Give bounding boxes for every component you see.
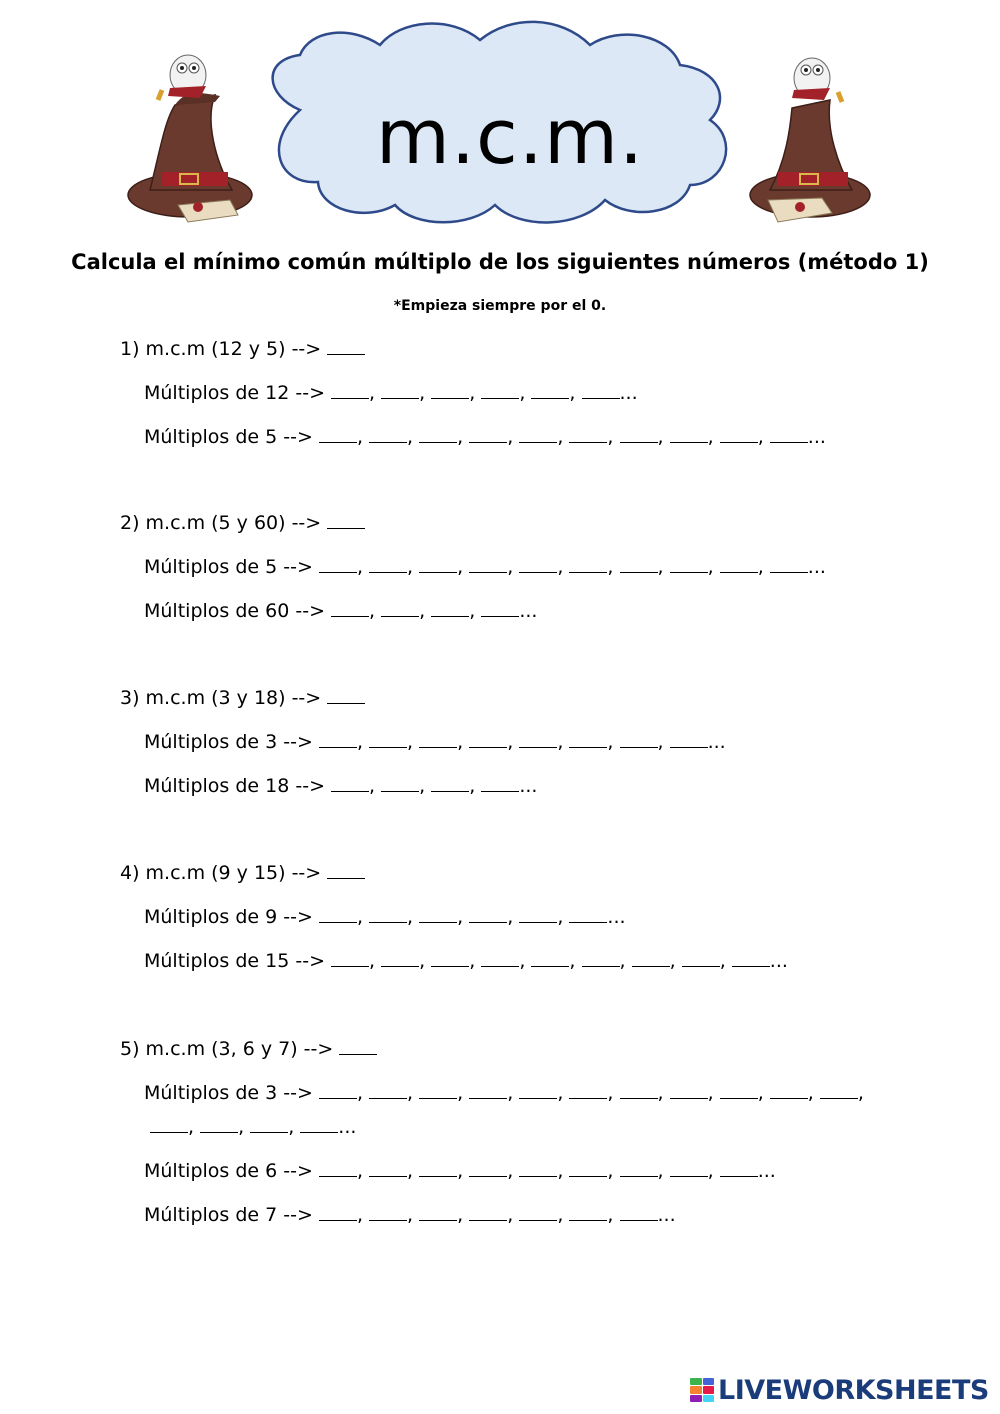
answer-blank[interactable]: [369, 426, 407, 443]
separator: ,: [288, 1116, 301, 1138]
separator: ,: [507, 906, 520, 928]
page-title: m.c.m.: [375, 92, 645, 181]
multiples-label: Múltiplos de 7 -->: [144, 1204, 319, 1226]
answer-blank[interactable]: [331, 950, 369, 967]
question-text: 2) m.c.m (5 y 60) -->: [120, 512, 328, 534]
answer-blank[interactable]: [632, 950, 670, 967]
answer-blank[interactable]: [369, 1160, 407, 1177]
separator: ,: [188, 1116, 201, 1138]
answer-blank[interactable]: [670, 426, 708, 443]
multiples-label: Múltiplos de 12 -->: [144, 382, 332, 404]
separator: ,: [457, 1082, 470, 1104]
answer-blank[interactable]: [469, 906, 507, 923]
liveworksheets-logo: [690, 1372, 990, 1408]
answer-blank[interactable]: [331, 775, 369, 792]
ellipsis: ...: [519, 775, 538, 797]
separator: ,: [356, 426, 370, 448]
separator: ,: [607, 426, 620, 448]
answer-blank[interactable]: [319, 1204, 357, 1221]
answer-blank[interactable]: [720, 426, 758, 443]
logo-text: LIVEWORKSHEETS: [718, 1374, 989, 1406]
separator: ,: [557, 731, 570, 753]
separator: ,: [407, 1204, 420, 1226]
exercise-question: [120, 338, 365, 360]
separator: ,: [657, 556, 670, 578]
answer-blank[interactable]: [720, 1160, 758, 1177]
answer-blank[interactable]: [569, 1204, 607, 1221]
separator: ,: [356, 1082, 370, 1104]
answer-blank[interactable]: [620, 426, 658, 443]
answer-blank[interactable]: [469, 1204, 507, 1221]
answer-blank[interactable]: [327, 862, 365, 879]
separator: ,: [469, 600, 482, 622]
ellipsis: ...: [619, 382, 638, 404]
answer-blank[interactable]: [419, 731, 457, 748]
separator: ,: [356, 556, 370, 578]
answer-blank[interactable]: [569, 1082, 607, 1099]
separator: ,: [569, 950, 582, 972]
separator: ,: [469, 775, 482, 797]
answer-blank[interactable]: [732, 950, 770, 967]
multiples-row: [144, 382, 638, 404]
multiples-row: [144, 426, 826, 448]
separator: ,: [607, 556, 620, 578]
answer-blank[interactable]: [431, 600, 469, 617]
answer-blank[interactable]: [519, 906, 557, 923]
exercise-question: [120, 862, 365, 884]
answer-blank[interactable]: [469, 1160, 507, 1177]
answer-blank[interactable]: [481, 950, 519, 967]
answer-blank[interactable]: [670, 556, 708, 573]
separator: ,: [657, 731, 670, 753]
multiples-row: [144, 906, 626, 928]
separator: ,: [557, 906, 570, 928]
separator: ,: [356, 1204, 370, 1226]
answer-blank[interactable]: [369, 906, 407, 923]
separator: ,: [519, 382, 532, 404]
answer-blank[interactable]: [670, 1082, 708, 1099]
multiples-row: [144, 950, 788, 972]
multiples-row: [144, 556, 826, 578]
ellipsis: ...: [657, 1204, 676, 1226]
separator: ,: [607, 1204, 620, 1226]
separator: ,: [519, 950, 532, 972]
answer-blank[interactable]: [381, 600, 419, 617]
separator: ,: [557, 426, 570, 448]
separator: ,: [707, 556, 720, 578]
ellipsis: ...: [707, 731, 726, 753]
answer-blank[interactable]: [519, 1204, 557, 1221]
question-text: 1) m.c.m (12 y 5) -->: [120, 338, 328, 360]
separator: ,: [369, 382, 382, 404]
multiples-row: [144, 1204, 676, 1226]
separator: ,: [457, 731, 470, 753]
separator: ,: [407, 731, 420, 753]
answer-blank[interactable]: [519, 426, 557, 443]
answer-blank[interactable]: [720, 556, 758, 573]
answer-blank[interactable]: [682, 950, 720, 967]
separator: ,: [757, 556, 770, 578]
separator: ,: [657, 1160, 670, 1182]
multiples-label: Múltiplos de 15 -->: [144, 950, 332, 972]
exercise-question: [120, 512, 365, 534]
answer-blank[interactable]: [200, 1116, 238, 1133]
answer-blank[interactable]: [381, 382, 419, 399]
multiples-label: Múltiplos de 3 -->: [144, 1082, 319, 1104]
answer-blank[interactable]: [381, 950, 419, 967]
separator: ,: [238, 1116, 251, 1138]
separator: ,: [457, 1160, 470, 1182]
answer-blank[interactable]: [250, 1116, 288, 1133]
answer-blank[interactable]: [519, 1160, 557, 1177]
answer-blank[interactable]: [620, 731, 658, 748]
separator: ,: [557, 556, 570, 578]
separator: ,: [419, 382, 432, 404]
separator: ,: [619, 950, 632, 972]
answer-blank[interactable]: [319, 426, 357, 443]
answer-blank[interactable]: [431, 382, 469, 399]
separator: ,: [507, 1082, 520, 1104]
answer-blank[interactable]: [327, 338, 365, 355]
multiples-row-continuation: [150, 1116, 356, 1138]
answer-blank[interactable]: [319, 1082, 357, 1099]
separator: ,: [457, 426, 470, 448]
answer-blank[interactable]: [419, 556, 457, 573]
separator: ,: [407, 1160, 420, 1182]
answer-blank[interactable]: [419, 1160, 457, 1177]
answer-blank[interactable]: [419, 906, 457, 923]
answer-blank[interactable]: [481, 382, 519, 399]
multiples-label: Múltiplos de 60 -->: [144, 600, 332, 622]
answer-blank[interactable]: [331, 382, 369, 399]
answer-blank[interactable]: [431, 775, 469, 792]
answer-blank[interactable]: [569, 906, 607, 923]
separator: ,: [407, 426, 420, 448]
answer-blank[interactable]: [339, 1038, 377, 1055]
answer-blank[interactable]: [431, 950, 469, 967]
answer-blank[interactable]: [319, 906, 357, 923]
separator: ,: [507, 556, 520, 578]
instruction-text: Calcula el mínimo común múltiplo de los siguientes números (método 1): [71, 250, 929, 274]
multiples-label: Múltiplos de 3 -->: [144, 731, 319, 753]
separator: ,: [557, 1160, 570, 1182]
ellipsis: ...: [607, 906, 626, 928]
answer-blank[interactable]: [369, 1204, 407, 1221]
separator: ,: [507, 1160, 520, 1182]
ellipsis: ...: [519, 600, 538, 622]
answer-blank[interactable]: [469, 731, 507, 748]
multiples-label: Múltiplos de 5 -->: [144, 556, 319, 578]
answer-blank[interactable]: [319, 1160, 357, 1177]
separator: ,: [457, 906, 470, 928]
separator: ,: [469, 382, 482, 404]
answer-blank[interactable]: [531, 382, 569, 399]
separator: ,: [457, 1204, 470, 1226]
answer-blank[interactable]: [300, 1116, 338, 1133]
separator: ,: [719, 950, 732, 972]
multiples-row: [144, 1160, 776, 1182]
separator: ,: [407, 556, 420, 578]
multiples-row: [144, 731, 726, 753]
answer-blank[interactable]: [569, 426, 607, 443]
ellipsis: ...: [338, 1116, 357, 1138]
answer-blank[interactable]: [569, 556, 607, 573]
answer-blank[interactable]: [481, 775, 519, 792]
multiples-label: Múltiplos de 6 -->: [144, 1160, 319, 1182]
answer-blank[interactable]: [582, 950, 620, 967]
multiples-row: [144, 775, 537, 797]
separator: ,: [707, 1160, 720, 1182]
answer-blank[interactable]: [369, 1082, 407, 1099]
separator: ,: [369, 600, 382, 622]
separator: ,: [469, 950, 482, 972]
multiples-label: Múltiplos de 9 -->: [144, 906, 319, 928]
separator: ,: [457, 556, 470, 578]
ellipsis: ...: [757, 1160, 776, 1182]
separator: ,: [857, 1082, 864, 1104]
separator: ,: [407, 1082, 420, 1104]
question-text: 5) m.c.m (3, 6 y 7) -->: [120, 1038, 340, 1060]
answer-blank[interactable]: [569, 1160, 607, 1177]
answer-blank[interactable]: [327, 512, 365, 529]
multiples-label: Múltiplos de 5 -->: [144, 426, 319, 448]
wizard-hat-right-icon: [750, 58, 870, 222]
answer-blank[interactable]: [419, 1204, 457, 1221]
answer-blank[interactable]: [469, 556, 507, 573]
wizard-hat-left-icon: [128, 55, 252, 222]
answer-blank[interactable]: [770, 1082, 808, 1099]
separator: ,: [507, 426, 520, 448]
logo-grid-icon: [690, 1378, 714, 1402]
question-text: 4) m.c.m (9 y 15) -->: [120, 862, 328, 884]
separator: ,: [507, 1204, 520, 1226]
separator: ,: [507, 731, 520, 753]
answer-blank[interactable]: [327, 687, 365, 704]
answer-blank[interactable]: [481, 600, 519, 617]
ellipsis: ...: [769, 950, 788, 972]
answer-blank[interactable]: [670, 731, 708, 748]
separator: ,: [356, 1160, 370, 1182]
answer-blank[interactable]: [519, 1082, 557, 1099]
separator: ,: [569, 382, 582, 404]
answer-blank[interactable]: [381, 775, 419, 792]
separator: ,: [356, 731, 370, 753]
answer-blank[interactable]: [582, 382, 620, 399]
separator: ,: [557, 1082, 570, 1104]
separator: ,: [607, 731, 620, 753]
answer-blank[interactable]: [519, 731, 557, 748]
answer-blank[interactable]: [820, 1082, 858, 1099]
answer-blank[interactable]: [469, 1082, 507, 1099]
separator: ,: [757, 1082, 770, 1104]
answer-blank[interactable]: [319, 731, 357, 748]
question-text: 3) m.c.m (3 y 18) -->: [120, 687, 328, 709]
separator: ,: [369, 775, 382, 797]
multiples-row: [144, 1082, 864, 1104]
answer-blank[interactable]: [369, 556, 407, 573]
answer-blank[interactable]: [620, 1204, 658, 1221]
separator: ,: [669, 950, 682, 972]
multiples-label: Múltiplos de 18 -->: [144, 775, 332, 797]
separator: ,: [657, 426, 670, 448]
answer-blank[interactable]: [369, 731, 407, 748]
exercise-question: [120, 687, 365, 709]
separator: ,: [419, 950, 432, 972]
answer-blank[interactable]: [419, 1082, 457, 1099]
separator: ,: [657, 1082, 670, 1104]
ellipsis: ...: [807, 426, 826, 448]
separator: ,: [557, 1204, 570, 1226]
answer-blank[interactable]: [419, 426, 457, 443]
answer-blank[interactable]: [670, 1160, 708, 1177]
answer-blank[interactable]: [469, 426, 507, 443]
ellipsis: ...: [807, 556, 826, 578]
separator: ,: [419, 775, 432, 797]
separator: ,: [757, 426, 770, 448]
answer-blank[interactable]: [150, 1116, 188, 1133]
separator: ,: [356, 906, 370, 928]
separator: ,: [707, 1082, 720, 1104]
multiples-row: [144, 600, 537, 622]
answer-blank[interactable]: [331, 600, 369, 617]
answer-blank[interactable]: [620, 556, 658, 573]
answer-blank[interactable]: [720, 1082, 758, 1099]
header: [0, 0, 1000, 240]
exercise-question: [120, 1038, 377, 1060]
answer-blank[interactable]: [319, 556, 357, 573]
instruction-note: *Empieza siempre por el 0.: [393, 298, 607, 314]
separator: ,: [369, 950, 382, 972]
answer-blank[interactable]: [620, 1082, 658, 1099]
separator: ,: [419, 600, 432, 622]
separator: ,: [807, 1082, 820, 1104]
separator: ,: [707, 426, 720, 448]
answer-blank[interactable]: [569, 731, 607, 748]
separator: ,: [407, 906, 420, 928]
answer-blank[interactable]: [519, 556, 557, 573]
answer-blank[interactable]: [770, 556, 808, 573]
answer-blank[interactable]: [620, 1160, 658, 1177]
answer-blank[interactable]: [531, 950, 569, 967]
separator: ,: [607, 1160, 620, 1182]
separator: ,: [607, 1082, 620, 1104]
answer-blank[interactable]: [770, 426, 808, 443]
